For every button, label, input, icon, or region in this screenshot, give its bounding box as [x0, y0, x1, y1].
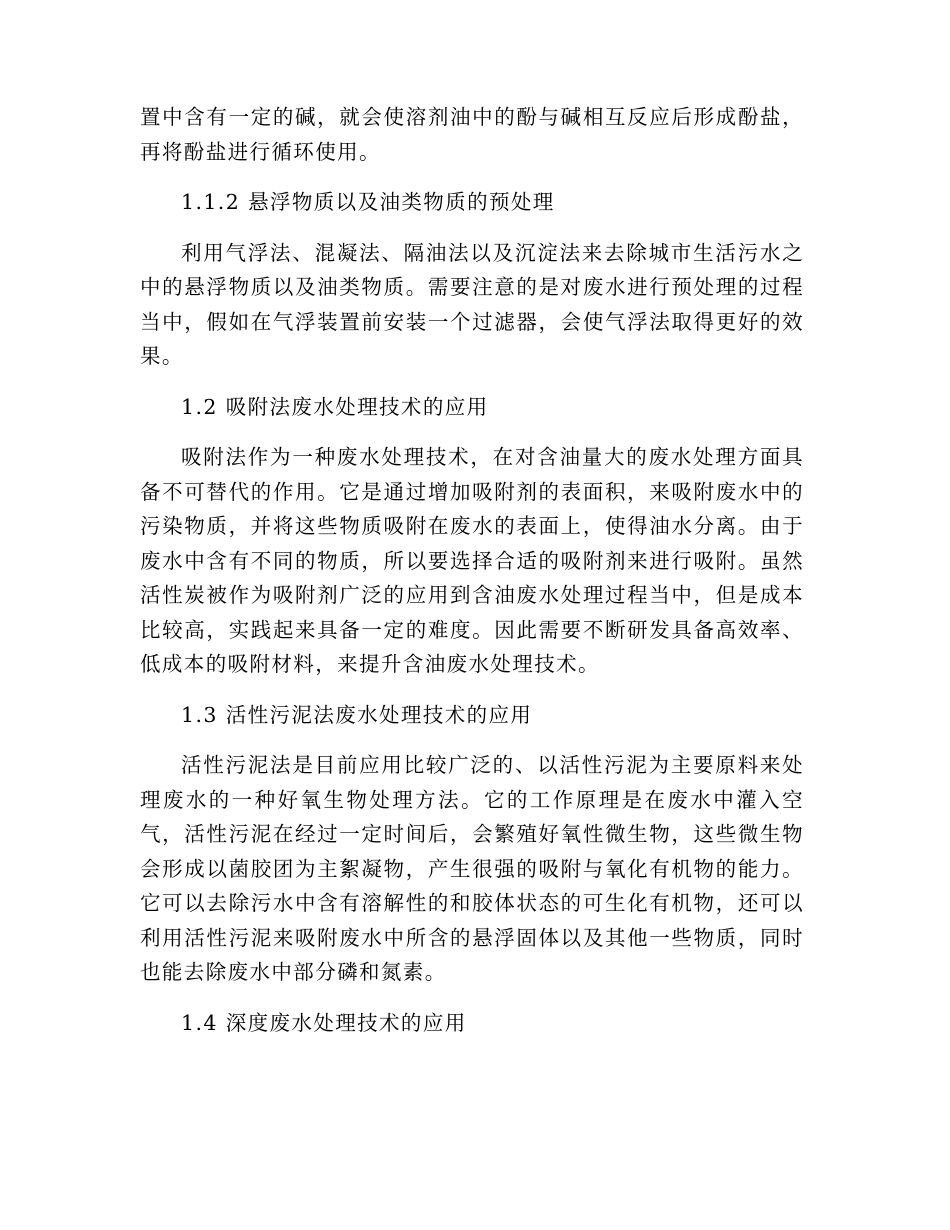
paragraph-adsorption: 吸附法作为一种废水处理技术，在对含油量大的废水处理方面具备不可替代的作用。它是通过增加吸附剂的表面积，来吸附废水中的污染物质，并将这些物质吸附在废水的表面上，使得油水分离。由于废水中含有不同的物质，所以要选择合适的吸附剂来进行吸附。虽然活性炭被作为吸附剂广泛的应用到含油废水处理过程当中，但是成本比较高，实践起来具备一定的难度。因此需要不断研发具备高效率、低成本的吸附材料，来提升含油废水处理技术。: [140, 445, 804, 676]
section-heading-1-1-2: 1.1.2 悬浮物质以及油类物质的预处理: [181, 190, 555, 214]
document-body: [140, 100, 804, 1056]
section-heading-1-3: 1.3 活性污泥法废水处理技术的应用: [181, 702, 533, 727]
paragraph-pretreatment: 利用气浮法、混凝法、隔油法以及沉淀法来去除城市生活污水之中的悬浮物质以及油类物质。需要注意的是对废水进行预处理的过程当中，假如在气浮装置前安装一个过滤器，会使气浮法取得更好的效果。: [140, 240, 804, 368]
section-heading-1-2: 1.2 吸附法废水处理技术的应用: [181, 394, 489, 419]
section-heading-1-4: 1.4 深度废水处理技术的应用: [181, 1010, 467, 1035]
paragraph-continued: 置中含有一定的碱，就会使溶剂油中的酚与碱相互反应后形成酚盐，再将酚盐进行循环使用。: [140, 105, 804, 164]
paragraph-activated-sludge: 活性污泥法是目前应用比较广泛的、以活性污泥为主要原料来处理废水的一种好氧生物处理方法。它的工作原理是在废水中灌入空气，活性污泥在经过一定时间后，会繁殖好氧性微生物，这些微生物会形成以菌胶团为主絮凝物，产生很强的吸附与氧化有机物的能力。它可以去除污水中含有溶解性的和胶体状态的可生化有机物，还可以利用活性污泥来吸附废水中所含的悬浮固体以及其他一些物质，同时也能去除废水中部分磷和氮素。: [140, 753, 804, 984]
